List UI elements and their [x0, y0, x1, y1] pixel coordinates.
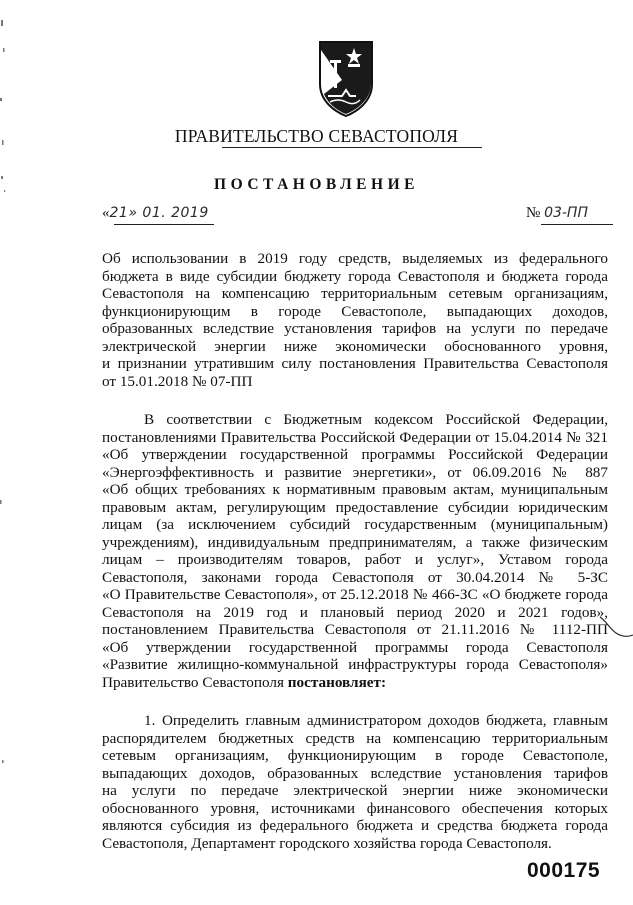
title-underline	[222, 147, 482, 148]
date-handwritten: 21» 01. 2019	[109, 205, 209, 221]
clause-1	[102, 712, 608, 852]
number-prefix: №	[526, 205, 541, 221]
subject-line: образованных вследствие установления тарифов на услуги по передаче	[102, 320, 608, 337]
preamble-line: «Об утверждении государственной программы города Севастополя	[102, 638, 608, 656]
clause-line: являются субсидия из федерального бюджета и средства бюджета города	[102, 817, 608, 834]
subject-line: электрической энергии ниже экономически обоснованного уровня,	[102, 337, 608, 355]
document-type-heading: ПОСТАНОВЛЕНИЕ	[214, 176, 419, 193]
document-number	[526, 205, 588, 222]
clause-line: Севастополя, Департамент городского хозяйства города Севастополя.	[102, 834, 552, 852]
subject-line: Севастополя на компенсацию территориальным сетевым организациям,	[102, 285, 608, 302]
sevastopol-coat-of-arms-icon	[316, 40, 376, 118]
subject-line: функционирующим в городе Севастополе, выпадающих доходов,	[102, 302, 608, 320]
clause-line: обоснованного уровня, источниками финансового обеспечения которых	[102, 799, 608, 817]
preamble-line: «Об общих требованиях к нормативным правовым актам, муниципальным	[102, 481, 608, 498]
number-handwritten: 03-ПП	[544, 205, 588, 221]
date-underline	[114, 224, 214, 225]
preamble-line: правовым актам, регулирующим предоставление субсидии юридическим	[102, 498, 608, 516]
preamble-line: «Об утверждении государственной программы Российской Федерации	[102, 446, 608, 463]
preamble-line: Севастополя, законами города Севастополя от 30.04.2014 № 5-ЗС	[102, 568, 608, 586]
preamble-line: постановлением Правительства Севастополя от 21.11.2016 № 1112-ПП	[102, 621, 608, 638]
number-underline	[541, 224, 613, 225]
preamble-paragraph	[102, 411, 608, 691]
preamble-final-line	[102, 674, 608, 692]
preamble-final-text: Правительство Севастополя	[102, 673, 288, 691]
resolves-keyword: постановляет:	[287, 673, 387, 691]
handwritten-pen-stroke	[598, 615, 633, 645]
subject-line: от 15.01.2018 № 07-ПП	[102, 372, 253, 390]
registration-number-stamp: 000175	[527, 859, 601, 882]
clause-line: на услуги по передаче электрической энергии ниже экономически	[102, 782, 608, 799]
subject-line: Об использовании в 2019 году средств, выделяемых из федерального	[102, 250, 608, 267]
date-open-quote: «	[102, 205, 110, 221]
preamble-line: лицам (за исключением субсидий государственным (муниципальным)	[102, 516, 608, 533]
preamble-line: «Развитие жилищно-коммунальной инфраструктуры города Севастополя»	[102, 656, 608, 673]
clause-line: выпадающих доходов, образованных вследствие установления тарифов	[102, 764, 608, 782]
preamble-line: В соответствии с Бюджетным кодексом Российской Федерации,	[144, 411, 608, 428]
preamble-line: учреждениям), индивидуальным предпринимателям, а также физическим	[102, 533, 608, 551]
clause-line: 1. Определить главным администратором доходов бюджета, главным	[144, 712, 608, 729]
document-date	[102, 205, 209, 222]
subject-line: бюджета в виде субсидии бюджету города Севастополя и бюджета города	[102, 267, 608, 285]
document-subject	[102, 250, 608, 390]
preamble-line: «Энергоэффективность и развитие энергетики», от 06.09.2016 № 887	[102, 463, 608, 481]
preamble-line: лицам – производителям товаров, работ и услуг», Уставом города	[102, 551, 608, 568]
preamble-line: «О Правительстве Севастополя», от 25.12.2018 № 466-ЗС «О бюджете города	[102, 586, 608, 603]
subject-line: и признании утратившим силу постановления Правительства Севастополя	[102, 355, 608, 372]
clause-line: распорядителем бюджетных средств на компенсацию территориальным	[102, 729, 608, 747]
clause-line: сетевым организациям, функционирующим в городе Севастополе,	[102, 747, 608, 764]
preamble-line: постановлениями Правительства Российской Федерации от 15.04.2014 № 321	[102, 428, 608, 446]
preamble-line: Севастополя на 2019 год и плановый период 2020 и 2021 годов»,	[102, 603, 608, 621]
government-title: ПРАВИТЕЛЬСТВО СЕВАСТОПОЛЯ	[174, 126, 459, 146]
